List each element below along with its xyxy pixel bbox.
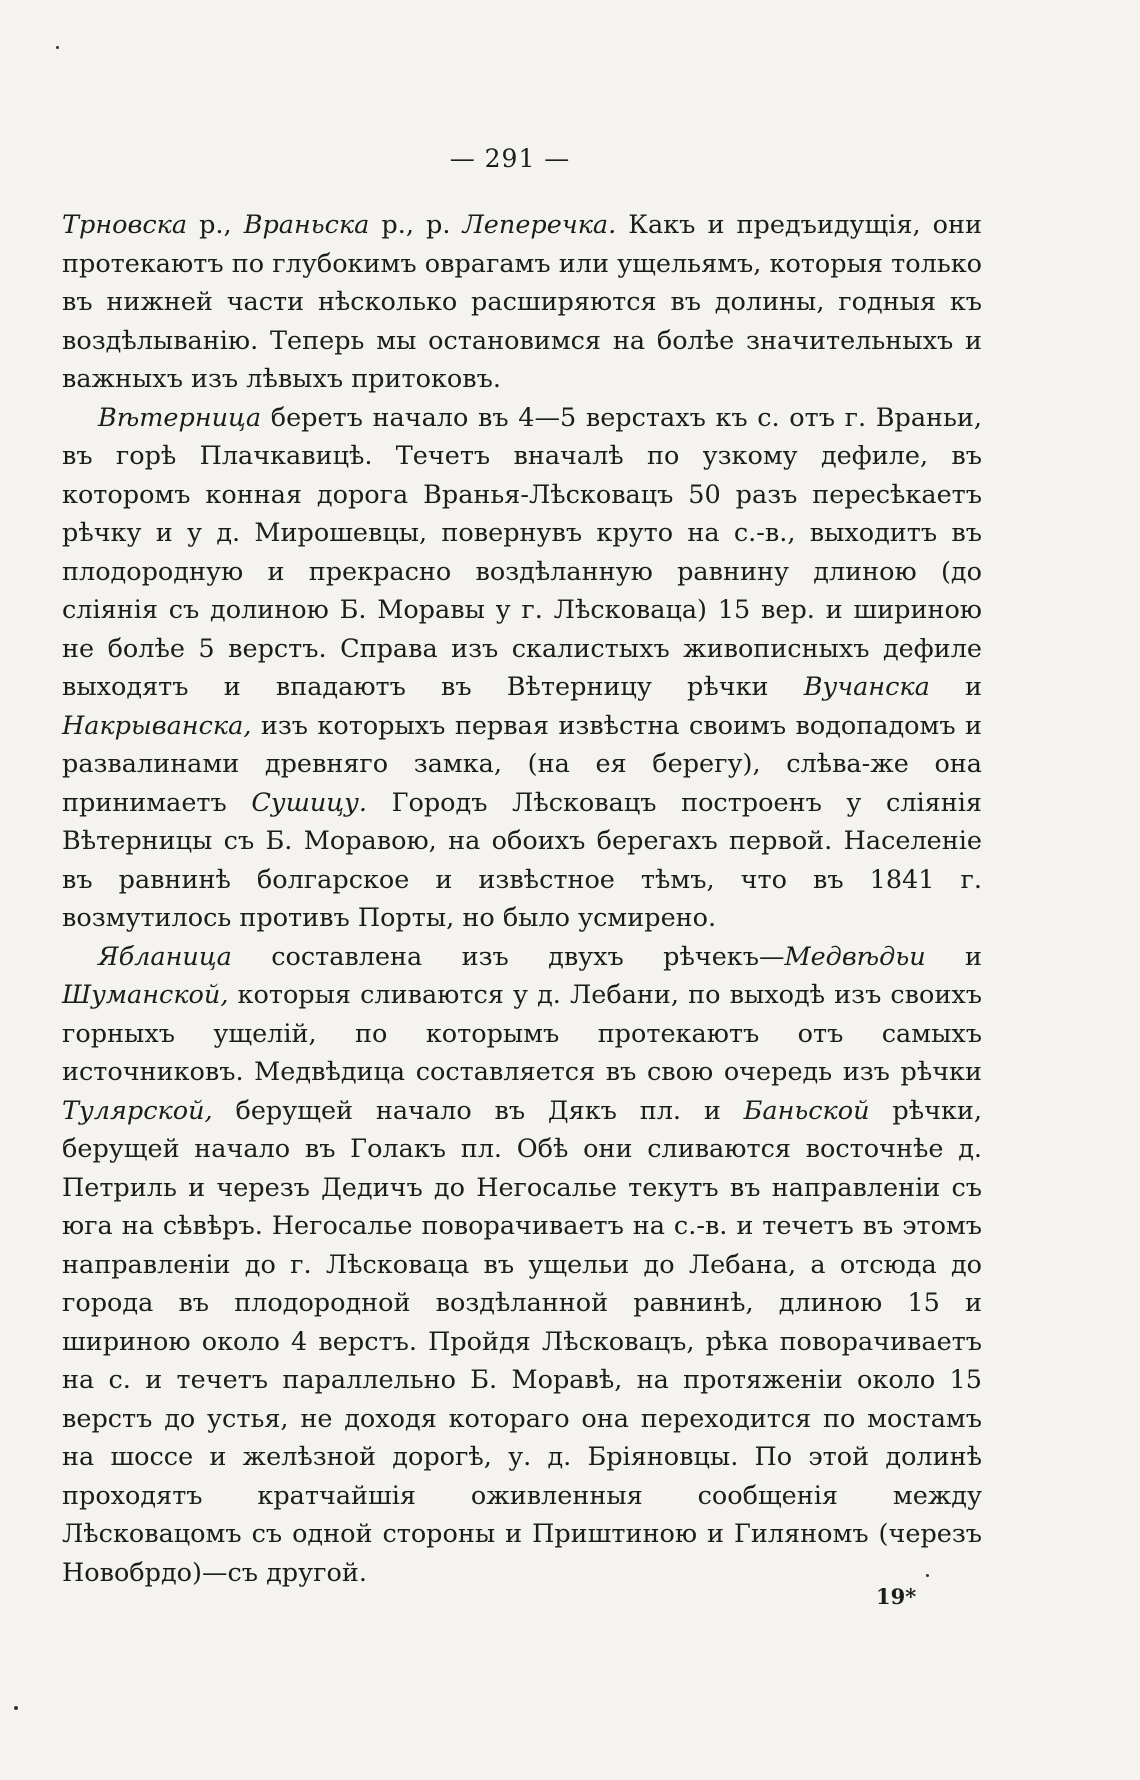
italic-term: Накрыванска, <box>62 710 252 741</box>
italic-term: Тулярской, <box>62 1095 213 1126</box>
italic-term: Трновска <box>62 210 188 240</box>
italic-term: Вучанска <box>803 672 930 702</box>
text-run: и <box>925 941 982 972</box>
italic-term: Шуманской, <box>62 980 229 1010</box>
scan-speck <box>56 46 59 49</box>
text-run: составлена изъ двухъ рѣчекъ— <box>231 941 785 972</box>
scan-speck <box>14 1706 18 1710</box>
body-text <box>62 206 982 1592</box>
italic-term: Сушицу. <box>251 787 367 818</box>
text-run: Какъ и предъидущія, они протекаютъ по глубокимъ оврагамъ или ущельямъ, которыя только въ нижней части нѣсколько расширяются въ долины, годныя къ воздѣлыванію. Теперь мы остановимся на болѣе значительныхъ и важныхъ изъ лѣвыхъ притоковъ. <box>62 210 983 394</box>
text-run: берущей начало въ Дякъ пл. и <box>212 1095 744 1126</box>
italic-term: Враньска <box>243 210 370 240</box>
italic-term: Баньской <box>743 1095 870 1126</box>
text-run: Городъ Лѣсковацъ построенъ у сліянія Вѣтерницы съ Б. Моравою, на обоихъ берегахъ первой. Населеніе въ равнинѣ болгарское и извѣстное тѣмъ, что въ 1841 г. возмутилось противъ Порты, но было усмирено. <box>62 787 982 933</box>
text-run: беретъ начало въ 4—5 верстахъ къ с. отъ г. Враньи, въ горѣ Плачкавицѣ. Течетъ вначалѣ по узкому дефиле, въ которомъ конная дорога Вранья-Лѣсковацъ 50 разъ пересѣкаетъ рѣчку и у д. Мирошевцы, повернувъ круто на с.-в., выходитъ въ плодородную и прекрасно воздѣланную равнину длиною (до сліянія съ долиною Б. Моравы у г. Лѣсковаца) 15 вер. и шириною не болѣе 5 верстъ. Справа изъ скалистыхъ живописныхъ дефиле выходятъ и впадаютъ въ Вѣтерницу рѣчки <box>62 402 982 702</box>
text-run: р., <box>187 210 244 240</box>
text-run: изъ которыхъ первая извѣстна своимъ водопадомъ и развалинами древняго замка, (на ея берегу), слѣва-же она принимаетъ <box>62 710 982 818</box>
page-number: — 291 — <box>449 144 571 173</box>
paragraph-3 <box>62 938 982 1593</box>
text-run: рѣчки, берущей начало въ Голакъ пл. Обѣ они сливаются восточнѣе д. Петриль и черезъ Дедичъ до Негосалье текутъ въ направленіи съ юга на сѣвѣръ. Негосалье поворачиваетъ на с.-в. и течетъ въ этомъ направленіи до г. Лѣсковаца въ ущельи до Лебана, а отсюда до города въ плодородной воздѣланной равнинѣ, длиною 15 и шириною около 4 верстъ. Пройдя Лѣсковацъ, рѣка поворачиваетъ на с. и течетъ параллельно Б. Моравѣ, на протяженіи около 15 верстъ до устья, не доходя котораго она переходится по мостамъ на шоссе и желѣзной дорогѣ, у. д. Бріяновцы. По этой долинѣ проходятъ кратчайшія оживленныя сообщенія между Лѣсковацомъ съ одной стороны и Приштиною и Гиляномъ (черезъ Новобрдо)—съ другой. <box>62 1095 982 1588</box>
italic-term: Ябланица <box>98 941 232 972</box>
italic-term: Леперечка. <box>462 210 617 240</box>
text-run: р., р. <box>369 210 463 240</box>
text-run: и <box>929 672 982 702</box>
paragraph-1 <box>62 206 982 399</box>
paragraph-2 <box>62 399 982 938</box>
scan-speck <box>926 1574 929 1577</box>
printer-signature-mark: 19* <box>876 1584 917 1609</box>
text-run: которыя сливаются у д. Лебани, по выходѣ изъ своихъ горныхъ ущелій, по которымъ протекаютъ отъ самыхъ источниковъ. Медвѣдица составляется въ свою очередь изъ рѣчки <box>62 980 982 1087</box>
italic-term: Вѣтерница <box>98 402 262 433</box>
italic-term: Медвѣдьи <box>784 941 926 972</box>
